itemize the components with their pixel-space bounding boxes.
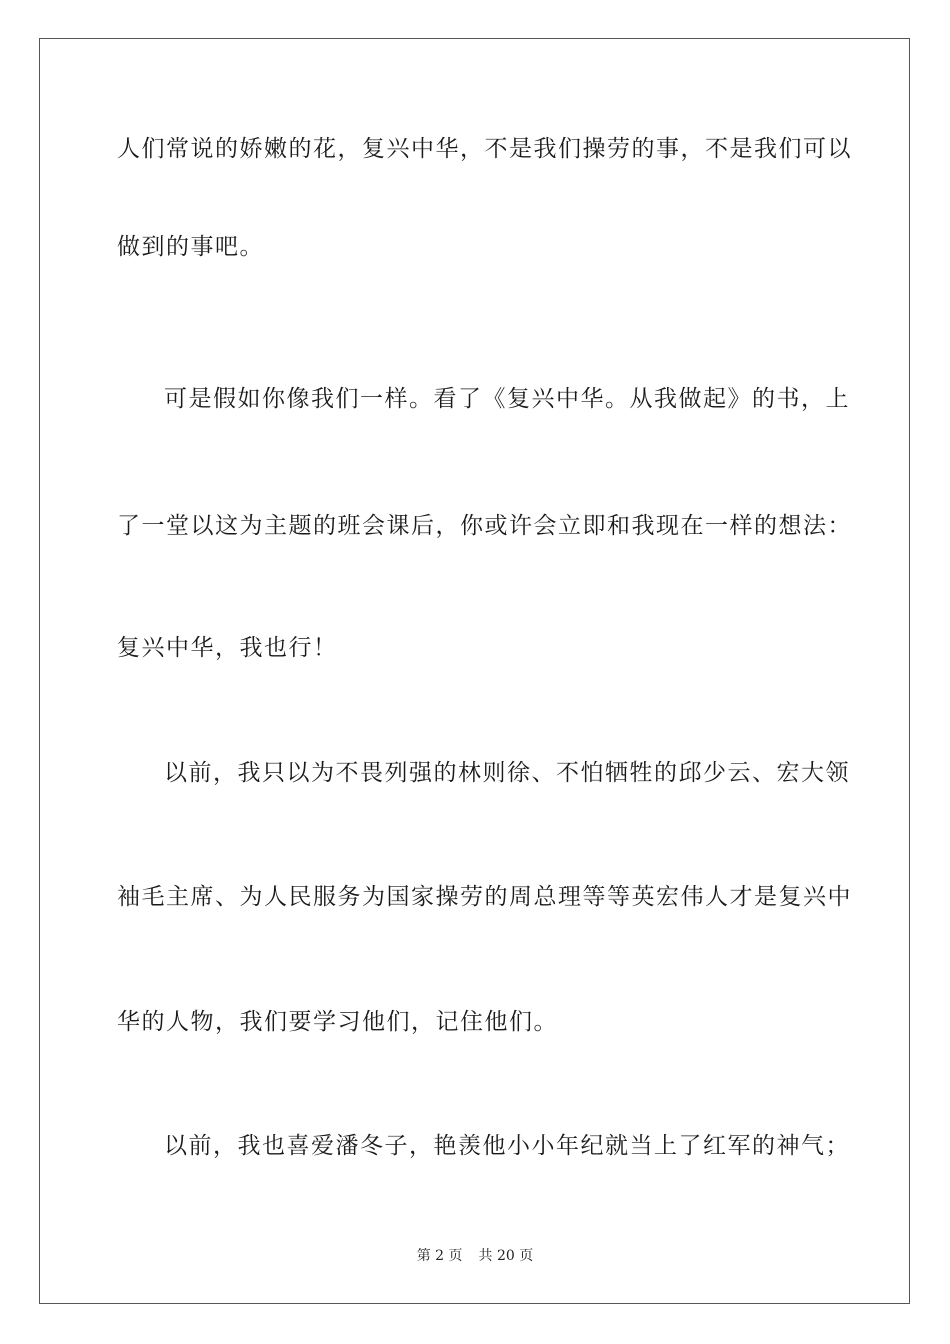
page-footer — [0, 1246, 950, 1266]
paragraph-line-9: 以前，我也喜爱潘冬子，艳羡他小小年纪就当上了红军的神气； — [164, 1133, 850, 1159]
paragraph-line-6: 以前，我只以为不畏列强的林则徐、不怕牺牲的邱少云、宏大领 — [164, 760, 850, 786]
paragraph-line-5: 复兴中华，我也行！ — [117, 635, 338, 661]
paragraph-line-3: 可是假如你像我们一样。看了《复兴中华。从我做起》的书，上 — [164, 386, 850, 412]
page-total: 共 20 页 — [478, 1248, 534, 1264]
paragraph-line-2: 做到的事吧。 — [117, 234, 264, 260]
paragraph-line-8: 华的人物，我们要学习他们，记住他们。 — [117, 1009, 558, 1035]
paragraph-line-7: 袖毛主席、为人民服务为国家操劳的周总理等等英宏伟人才是复兴中 — [117, 884, 852, 910]
paragraph-line-1: 人们常说的娇嫩的花，复兴中华，不是我们操劳的事，不是我们可以 — [117, 136, 852, 162]
paragraph-line-4: 了一堂以这为主题的班会课后，你或许会立即和我现在一样的想法： — [117, 513, 852, 539]
page-number: 第 2 页 — [416, 1248, 463, 1264]
page-border — [39, 38, 910, 1304]
